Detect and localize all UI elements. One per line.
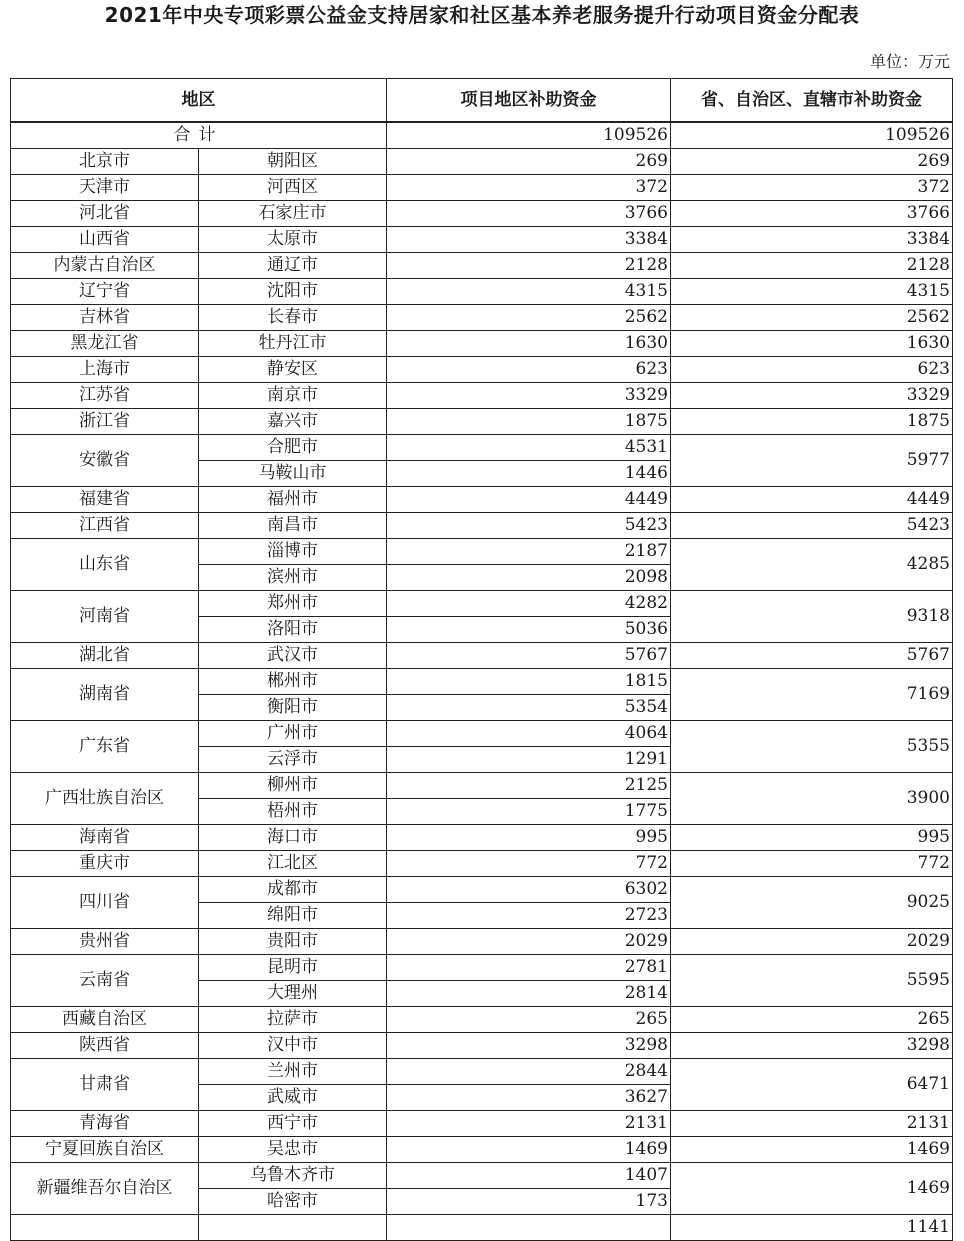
city-name: 吴忠市 [199,1137,387,1163]
city-amount: 2125 [387,773,671,799]
city-name: 贵阳市 [199,929,387,955]
city-amount: 265 [387,1007,671,1033]
header-project-fund: 项目地区补助资金 [387,79,671,123]
province-name: 安徽省 [11,435,199,487]
province-name: 湖南省 [11,669,199,721]
table-row [11,929,953,955]
table-row [11,201,953,227]
city-name: 朝阳区 [199,149,387,175]
table-row [11,305,953,331]
province-amount: 2131 [671,1111,953,1137]
city-name [199,1215,387,1241]
city-name: 江北区 [199,851,387,877]
city-amount: 995 [387,825,671,851]
province-amount: 5595 [671,955,953,1007]
province-name: 吉林省 [11,305,199,331]
city-amount: 1446 [387,461,671,487]
province-name: 陕西省 [11,1033,199,1059]
table-row [11,1007,953,1033]
table-row [11,253,953,279]
table-row [11,1059,953,1085]
province-name: 西藏自治区 [11,1007,199,1033]
province-name: 福建省 [11,487,199,513]
city-name: 郴州市 [199,669,387,695]
city-name: 太原市 [199,227,387,253]
table-row [11,383,953,409]
city-name: 沈阳市 [199,279,387,305]
header-province-fund: 省、自治区、直辖市补助资金 [671,79,953,123]
province-name: 上海市 [11,357,199,383]
province-name: 河北省 [11,201,199,227]
city-amount: 3766 [387,201,671,227]
funding-table [10,78,953,1241]
province-name: 四川省 [11,877,199,929]
province-name: 广东省 [11,721,199,773]
table-row [11,227,953,253]
province-amount: 5423 [671,513,953,539]
city-name: 梧州市 [199,799,387,825]
table-row [11,409,953,435]
province-amount: 4449 [671,487,953,513]
city-name: 滨州市 [199,565,387,591]
city-amount: 2814 [387,981,671,1007]
city-amount: 372 [387,175,671,201]
city-amount: 4531 [387,435,671,461]
city-name: 柳州市 [199,773,387,799]
city-amount: 4064 [387,721,671,747]
province-name [11,1215,199,1241]
table-row [11,487,953,513]
province-amount: 1469 [671,1163,953,1215]
province-amount: 1630 [671,331,953,357]
city-name: 武汉市 [199,643,387,669]
city-name: 武威市 [199,1085,387,1111]
province-name: 河南省 [11,591,199,643]
table-row [11,721,953,747]
city-name: 汉中市 [199,1033,387,1059]
city-name: 哈密市 [199,1189,387,1215]
table-row [11,357,953,383]
city-name: 西宁市 [199,1111,387,1137]
province-amount: 6471 [671,1059,953,1111]
province-amount: 3900 [671,773,953,825]
city-amount: 269 [387,149,671,175]
total-row [11,122,953,149]
province-amount: 1141 [671,1215,953,1241]
province-name: 内蒙古自治区 [11,253,199,279]
table-row [11,825,953,851]
table-row [11,435,953,461]
city-name: 通辽市 [199,253,387,279]
city-name: 昆明市 [199,955,387,981]
city-name: 郑州市 [199,591,387,617]
province-amount: 9025 [671,877,953,929]
city-amount: 4449 [387,487,671,513]
city-name: 牡丹江市 [199,331,387,357]
unit-label: 单位：万元 [869,52,950,71]
province-name: 云南省 [11,955,199,1007]
table-row [11,773,953,799]
table-row [11,1163,953,1189]
province-name: 重庆市 [11,851,199,877]
table-row [11,877,953,903]
table-row [11,669,953,695]
total-province-amount: 109526 [671,122,953,149]
city-amount: 2187 [387,539,671,565]
table-row [11,1215,953,1241]
province-amount: 4315 [671,279,953,305]
province-amount: 2128 [671,253,953,279]
province-name: 宁夏回族自治区 [11,1137,199,1163]
city-amount: 5354 [387,695,671,721]
city-amount: 3298 [387,1033,671,1059]
city-amount: 1630 [387,331,671,357]
city-amount: 4315 [387,279,671,305]
province-name: 贵州省 [11,929,199,955]
city-amount: 1469 [387,1137,671,1163]
city-amount: 5423 [387,513,671,539]
province-amount: 995 [671,825,953,851]
province-amount: 7169 [671,669,953,721]
province-amount: 269 [671,149,953,175]
city-name: 福州市 [199,487,387,513]
city-name: 石家庄市 [199,201,387,227]
province-amount: 372 [671,175,953,201]
city-name: 大理州 [199,981,387,1007]
province-name: 天津市 [11,175,199,201]
province-amount: 5767 [671,643,953,669]
table-row [11,175,953,201]
province-name: 湖北省 [11,643,199,669]
city-amount: 5767 [387,643,671,669]
city-name: 静安区 [199,357,387,383]
province-name: 山东省 [11,539,199,591]
province-amount: 5977 [671,435,953,487]
page-title: 2021年中央专项彩票公益金支持居家和社区基本养老服务提升行动项目资金分配表 [104,3,860,27]
table-row [11,513,953,539]
city-amount: 4282 [387,591,671,617]
city-amount: 1775 [387,799,671,825]
city-amount: 3329 [387,383,671,409]
city-name: 衡阳市 [199,695,387,721]
city-name: 合肥市 [199,435,387,461]
province-amount: 3329 [671,383,953,409]
city-amount: 2781 [387,955,671,981]
province-amount: 4285 [671,539,953,591]
city-amount: 1407 [387,1163,671,1189]
province-amount: 9318 [671,591,953,643]
province-amount: 3384 [671,227,953,253]
city-amount: 6302 [387,877,671,903]
province-amount: 5355 [671,721,953,773]
province-name: 北京市 [11,149,199,175]
city-name: 南京市 [199,383,387,409]
city-name: 拉萨市 [199,1007,387,1033]
city-name: 海口市 [199,825,387,851]
province-name: 江西省 [11,513,199,539]
city-amount: 2844 [387,1059,671,1085]
table-row [11,539,953,565]
table-row [11,1111,953,1137]
total-project-amount: 109526 [387,122,671,149]
province-name: 山西省 [11,227,199,253]
city-amount: 2723 [387,903,671,929]
city-name: 嘉兴市 [199,409,387,435]
province-name: 辽宁省 [11,279,199,305]
city-amount: 2029 [387,929,671,955]
table-row [11,591,953,617]
city-amount: 623 [387,357,671,383]
city-amount: 1291 [387,747,671,773]
city-name: 广州市 [199,721,387,747]
city-amount: 2562 [387,305,671,331]
city-name: 成都市 [199,877,387,903]
city-name: 南昌市 [199,513,387,539]
province-amount: 623 [671,357,953,383]
province-amount: 265 [671,1007,953,1033]
city-name: 河西区 [199,175,387,201]
header-region: 地区 [11,79,387,123]
province-name: 新疆维吾尔自治区 [11,1163,199,1215]
table-row [11,279,953,305]
province-amount: 3766 [671,201,953,227]
province-amount: 2562 [671,305,953,331]
table-row [11,851,953,877]
city-name: 乌鲁木齐市 [199,1163,387,1189]
total-label: 合计 [11,122,387,149]
province-amount: 772 [671,851,953,877]
province-name: 江苏省 [11,383,199,409]
table-row [11,149,953,175]
city-amount: 2131 [387,1111,671,1137]
city-amount: 2128 [387,253,671,279]
city-name: 马鞍山市 [199,461,387,487]
city-amount: 3627 [387,1085,671,1111]
city-name: 兰州市 [199,1059,387,1085]
table-row [11,1033,953,1059]
province-amount: 1469 [671,1137,953,1163]
province-amount: 2029 [671,929,953,955]
header-row [11,79,953,123]
city-amount: 772 [387,851,671,877]
province-name: 广西壮族自治区 [11,773,199,825]
city-amount: 3384 [387,227,671,253]
table-row [11,1137,953,1163]
city-amount: 173 [387,1189,671,1215]
province-name: 海南省 [11,825,199,851]
province-amount: 1875 [671,409,953,435]
province-name: 黑龙江省 [11,331,199,357]
city-name: 长春市 [199,305,387,331]
province-amount: 3298 [671,1033,953,1059]
city-name: 淄博市 [199,539,387,565]
city-amount: 5036 [387,617,671,643]
province-name: 青海省 [11,1111,199,1137]
city-name: 洛阳市 [199,617,387,643]
province-name: 甘肃省 [11,1059,199,1111]
province-name: 浙江省 [11,409,199,435]
table-row [11,955,953,981]
city-name: 云浮市 [199,747,387,773]
city-amount: 2098 [387,565,671,591]
table-row [11,643,953,669]
city-name: 绵阳市 [199,903,387,929]
city-amount [387,1215,671,1241]
table-row [11,331,953,357]
city-amount: 1815 [387,669,671,695]
city-amount: 1875 [387,409,671,435]
